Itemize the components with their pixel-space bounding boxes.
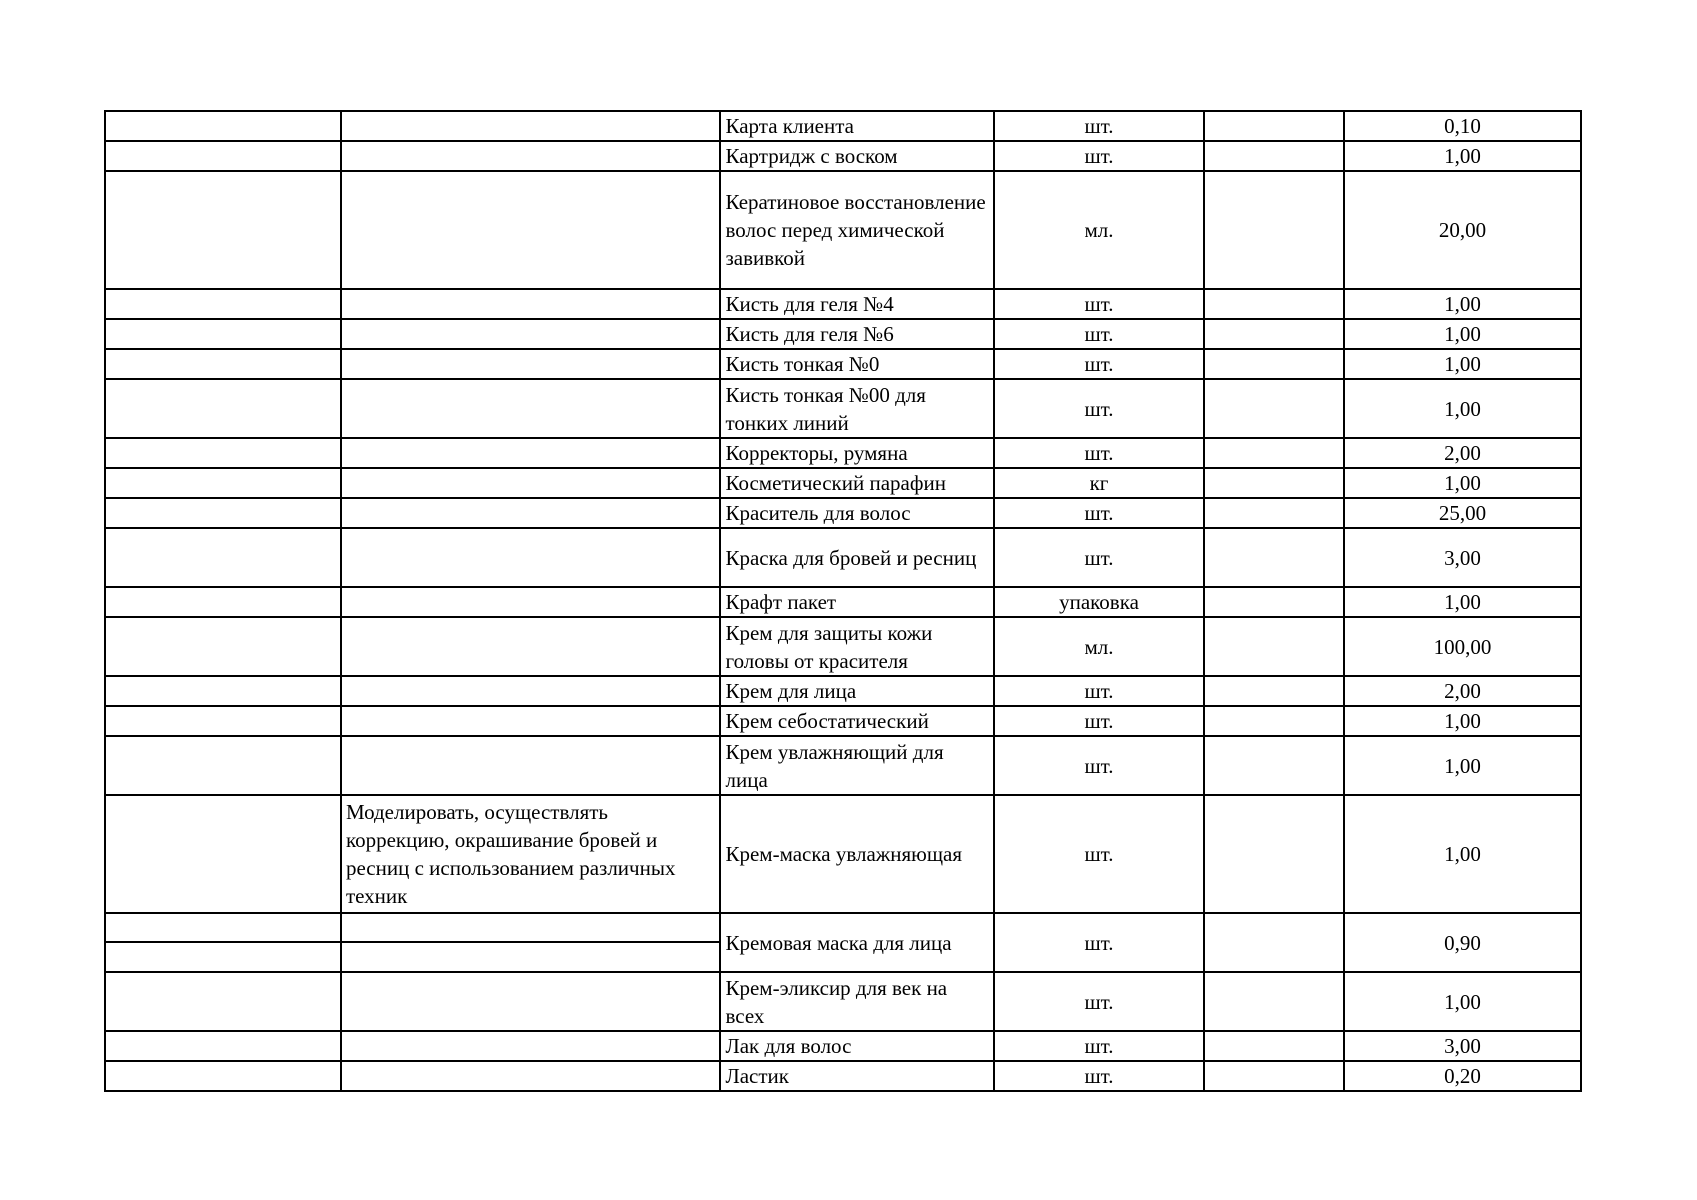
table-row: [105, 498, 1581, 528]
cell-material-name: Лак для волос: [720, 1031, 993, 1061]
cell-empty: [1204, 349, 1344, 379]
cell-unit: шт.: [994, 1031, 1205, 1061]
table-row: [105, 528, 1581, 587]
cell-quantity: 100,00: [1344, 617, 1581, 676]
table-row: [105, 319, 1581, 349]
cell-code: [105, 736, 341, 795]
cell-unit: шт.: [994, 676, 1205, 706]
cell-competency: [341, 942, 721, 972]
cell-quantity: 1,00: [1344, 468, 1581, 498]
table-row: [105, 676, 1581, 706]
cell-empty: [1204, 528, 1344, 587]
cell-quantity: 1,00: [1344, 379, 1581, 438]
table-row: [105, 171, 1581, 289]
cell-quantity: 0,20: [1344, 1061, 1581, 1091]
cell-unit: шт.: [994, 1061, 1205, 1091]
cell-material-name: Крафт пакет: [720, 587, 993, 617]
cell-unit: шт.: [994, 349, 1205, 379]
cell-material-name: Кератиновое восстановление волос перед химической завивкой: [720, 171, 993, 289]
table-row: [105, 468, 1581, 498]
cell-competency: [341, 319, 721, 349]
cell-competency: [341, 706, 721, 736]
cell-unit: шт.: [994, 913, 1205, 972]
cell-unit: шт.: [994, 498, 1205, 528]
cell-code: [105, 498, 341, 528]
cell-empty: [1204, 289, 1344, 319]
cell-unit: шт.: [994, 795, 1205, 913]
cell-code: [105, 795, 341, 913]
cell-material-name: Крем увлажняющий для лица: [720, 736, 993, 795]
cell-empty: [1204, 736, 1344, 795]
cell-competency: [341, 289, 721, 319]
table-row: [105, 617, 1581, 676]
cell-quantity: 0,10: [1344, 111, 1581, 141]
cell-code: [105, 349, 341, 379]
cell-unit: мл.: [994, 617, 1205, 676]
cell-material-name: Косметический парафин: [720, 468, 993, 498]
cell-code: [105, 141, 341, 171]
cell-competency: [341, 587, 721, 617]
cell-competency: [341, 528, 721, 587]
table-row: [105, 349, 1581, 379]
cell-unit: шт.: [994, 289, 1205, 319]
cell-competency: [341, 111, 721, 141]
cell-quantity: 2,00: [1344, 676, 1581, 706]
cell-competency: [341, 349, 721, 379]
cell-competency: [341, 468, 721, 498]
table-row: [105, 1031, 1581, 1061]
cell-quantity: 0,90: [1344, 913, 1581, 972]
cell-empty: [1204, 171, 1344, 289]
cell-competency: [341, 141, 721, 171]
cell-material-name: Кремовая маска для лица: [720, 913, 993, 972]
cell-competency: [341, 617, 721, 676]
cell-unit: шт.: [994, 972, 1205, 1031]
cell-quantity: 1,00: [1344, 587, 1581, 617]
cell-material-name: Кисть тонкая №0: [720, 349, 993, 379]
cell-material-name: Карта клиента: [720, 111, 993, 141]
cell-code: [105, 587, 341, 617]
table-row: [105, 438, 1581, 468]
cell-material-name: Крем-эликсир для век на всех: [720, 972, 993, 1031]
cell-competency: [341, 676, 721, 706]
cell-unit: шт.: [994, 141, 1205, 171]
cell-empty: [1204, 795, 1344, 913]
cell-quantity: 1,00: [1344, 289, 1581, 319]
cell-quantity: 1,00: [1344, 141, 1581, 171]
cell-material-name: Кисть для геля №4: [720, 289, 993, 319]
cell-empty: [1204, 468, 1344, 498]
cell-competency: [341, 972, 721, 1031]
cell-empty: [1204, 587, 1344, 617]
cell-unit: шт.: [994, 736, 1205, 795]
table-row: [105, 289, 1581, 319]
cell-code: [105, 171, 341, 289]
cell-competency: [341, 171, 721, 289]
cell-empty: [1204, 617, 1344, 676]
table-row: [105, 587, 1581, 617]
cell-competency: [341, 438, 721, 468]
cell-material-name: Корректоры, румяна: [720, 438, 993, 468]
cell-quantity: 1,00: [1344, 972, 1581, 1031]
cell-unit: шт.: [994, 111, 1205, 141]
cell-material-name: Краситель для волос: [720, 498, 993, 528]
cell-competency: [341, 498, 721, 528]
table-row: [105, 1061, 1581, 1091]
cell-quantity: 20,00: [1344, 171, 1581, 289]
cell-code: [105, 617, 341, 676]
cell-code: [105, 942, 341, 972]
cell-empty: [1204, 111, 1344, 141]
cell-unit: мл.: [994, 171, 1205, 289]
cell-code: [105, 289, 341, 319]
cell-competency: Моделировать, осуществлять коррекцию, окрашивание бровей и ресниц с использованием различных техник: [341, 795, 721, 913]
table-row: [105, 972, 1581, 1031]
cell-competency: [341, 913, 721, 942]
cell-code: [105, 1031, 341, 1061]
cell-quantity: 1,00: [1344, 736, 1581, 795]
table-row: [105, 795, 1581, 913]
cell-code: [105, 438, 341, 468]
cell-material-name: Крем для защиты кожи головы от красителя: [720, 617, 993, 676]
table-row: [105, 913, 1581, 942]
cell-code: [105, 972, 341, 1031]
table-row: [105, 736, 1581, 795]
cell-empty: [1204, 141, 1344, 171]
cell-quantity: 25,00: [1344, 498, 1581, 528]
cell-unit: шт.: [994, 438, 1205, 468]
cell-competency: [341, 1061, 721, 1091]
cell-code: [105, 706, 341, 736]
table-row: [105, 706, 1581, 736]
cell-empty: [1204, 1061, 1344, 1091]
cell-unit: упаковка: [994, 587, 1205, 617]
cell-material-name: Кисть для геля №6: [720, 319, 993, 349]
cell-competency: [341, 1031, 721, 1061]
cell-code: [105, 528, 341, 587]
cell-empty: [1204, 498, 1344, 528]
cell-code: [105, 468, 341, 498]
cell-empty: [1204, 972, 1344, 1031]
cell-code: [105, 676, 341, 706]
cell-quantity: 3,00: [1344, 1031, 1581, 1061]
cell-empty: [1204, 706, 1344, 736]
materials-table: [104, 110, 1582, 1092]
cell-unit: шт.: [994, 528, 1205, 587]
cell-competency: [341, 379, 721, 438]
cell-empty: [1204, 1031, 1344, 1061]
cell-empty: [1204, 379, 1344, 438]
cell-code: [105, 319, 341, 349]
cell-quantity: 1,00: [1344, 319, 1581, 349]
cell-code: [105, 379, 341, 438]
cell-empty: [1204, 676, 1344, 706]
cell-quantity: 1,00: [1344, 706, 1581, 736]
cell-material-name: Крем-маска увлажняющая: [720, 795, 993, 913]
cell-quantity: 1,00: [1344, 349, 1581, 379]
cell-unit: шт.: [994, 319, 1205, 349]
cell-code: [105, 913, 341, 942]
cell-quantity: 3,00: [1344, 528, 1581, 587]
table-row: [105, 141, 1581, 171]
cell-material-name: Кисть тонкая №00 для тонких линий: [720, 379, 993, 438]
cell-unit: шт.: [994, 706, 1205, 736]
cell-unit: шт.: [994, 379, 1205, 438]
cell-unit: кг: [994, 468, 1205, 498]
cell-code: [105, 1061, 341, 1091]
cell-competency: [341, 736, 721, 795]
cell-code: [105, 111, 341, 141]
cell-material-name: Крем для лица: [720, 676, 993, 706]
cell-material-name: Картридж с воском: [720, 141, 993, 171]
cell-quantity: 2,00: [1344, 438, 1581, 468]
cell-empty: [1204, 913, 1344, 972]
cell-quantity: 1,00: [1344, 795, 1581, 913]
cell-material-name: Крем себостатический: [720, 706, 993, 736]
table-row: [105, 379, 1581, 438]
cell-empty: [1204, 438, 1344, 468]
cell-material-name: Ластик: [720, 1061, 993, 1091]
cell-empty: [1204, 319, 1344, 349]
cell-material-name: Краска для бровей и ресниц: [720, 528, 993, 587]
table-row: [105, 111, 1581, 141]
